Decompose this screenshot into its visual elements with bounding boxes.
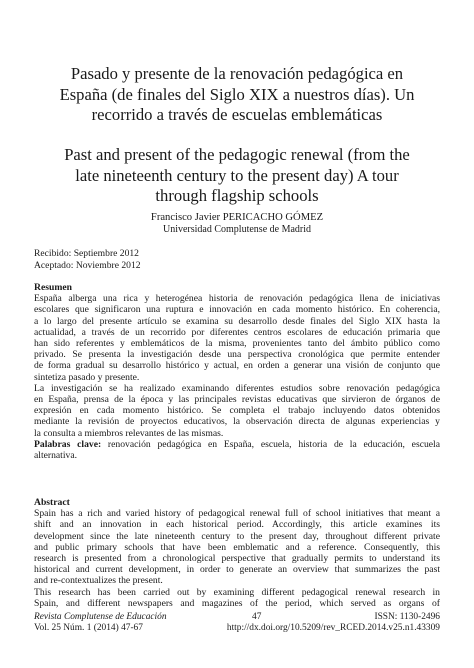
- title-spanish: [40, 64, 434, 126]
- author-affiliation: Universidad Complutense de Madrid: [162, 224, 312, 235]
- resumen-section: [34, 282, 440, 461]
- abstract-line: and re-contextualizes the present.: [34, 575, 163, 587]
- resumen-line: mediante la revisión de proyectos educativos, la observación directa de algunas experiencias y: [34, 416, 440, 428]
- abstract-line: Spain has a rich and varied history of pedagogical renewal full of school initiatives that meant a: [34, 508, 440, 520]
- resumen-line: de forma gradual su desarrollo histórico y actual, en orden a generar una visión de conjunto que: [34, 360, 440, 372]
- resumen-line: actualidad, a través de un recorrido por diferentes centros escolares de educación primaria que: [34, 326, 440, 338]
- page-number: 47: [252, 612, 262, 622]
- abstract-line: and public primary schools that have been emblematic and a reference. Consequently, this: [34, 541, 440, 553]
- abstract-line: research is presented from a chronological perspective that gradually permits to understand its: [34, 553, 440, 565]
- resumen-line: han sido referentes y emblemáticos de la misma, provenientes tanto del ámbito público como: [34, 338, 440, 350]
- keywords-line: alternativa.: [34, 450, 78, 462]
- title-english-line: late nineteenth century to the present day) A tour: [75, 165, 399, 185]
- resumen-line: a lo largo del presente artículo se examina su desarrollo desde finales del Siglo XIX hasta la: [34, 315, 440, 327]
- resumen-line: privado. Se presenta la investigación desde una perspectiva cronológica que permite entender: [34, 349, 440, 361]
- abstract-section: [34, 497, 440, 609]
- abstract-line: development since the late nineteenth century to the present day, throughout different private: [34, 530, 440, 542]
- keywords-line: [34, 439, 440, 450]
- title-spanish-line: recorrido a través de escuelas emblemáticas: [91, 105, 383, 124]
- resumen-heading: Resumen: [34, 282, 72, 293]
- volume-info: Vol. 25 Núm. 1 (2014) 47-67: [34, 623, 143, 634]
- page-footer: [34, 612, 440, 635]
- title-english-line: through flagship schools: [155, 186, 319, 205]
- resumen-line: expresión en cada momento histórico. Se completa el trabajo incluyendo datos obtenidos: [34, 405, 440, 417]
- resumen-line: La investigación se ha realizado examinando diferentes estudios sobre renovación pedagógica: [34, 382, 440, 394]
- abstract-line: Spain, and different newspapers and magazines of the period, which served as organs of: [34, 597, 440, 609]
- resumen-line: España alberga una rica y heterogénea historia de renovación pedagógica llena de iniciativas: [34, 293, 440, 305]
- resumen-line: la consulta a miembros relevantes de las mismas.: [34, 427, 224, 439]
- abstract-heading: Abstract: [34, 497, 70, 508]
- title-spanish-line: España (de finales del Siglo XIX a nuestros días). Un: [59, 84, 415, 104]
- keywords-label: Palabras clave:: [34, 438, 102, 450]
- journal-name: Revista Complutense de Educación: [34, 612, 167, 622]
- received-date: Recibido: Septiembre 2012: [34, 248, 139, 259]
- resumen-line: en España, prensa de la época y las principales revistas educativas que sirvieron de órganos de: [34, 394, 440, 406]
- submission-dates: [34, 248, 141, 271]
- keywords-text: renovación pedagógica en España, escuela, historia de la educación, escuela: [101, 438, 440, 450]
- abstract-line: historical and current development, in order to generate an overview that summarizes the past: [34, 564, 440, 576]
- abstract-line: This research has been carried out by examining different pedagogical renewal research in: [34, 586, 440, 598]
- issn: ISSN: 1130-2496: [374, 612, 440, 622]
- doi-link[interactable]: http://dx.doi.org/10.5209/rev_RCED.2014.v25.n1.43309: [226, 623, 440, 634]
- author-name: Francisco Javier PERICACHO GÓMEZ: [150, 212, 324, 223]
- abstract-line: shift and an innovation in each historical period. Accordingly, this article examines its: [34, 519, 440, 531]
- resumen-line: sintetiza pasado y presente.: [34, 371, 140, 383]
- title-spanish-line: Pasado y presente de la renovación pedagógica en: [70, 64, 404, 83]
- title-english-line: Past and present of the pedagogic renewal (from the: [64, 145, 410, 164]
- resumen-line: escolares que significaron una ruptura e innovación en cada momento histórico. En coherencia,: [34, 304, 440, 316]
- title-english: [40, 145, 434, 207]
- accepted-date: Aceptado: Noviembre 2012: [34, 259, 141, 271]
